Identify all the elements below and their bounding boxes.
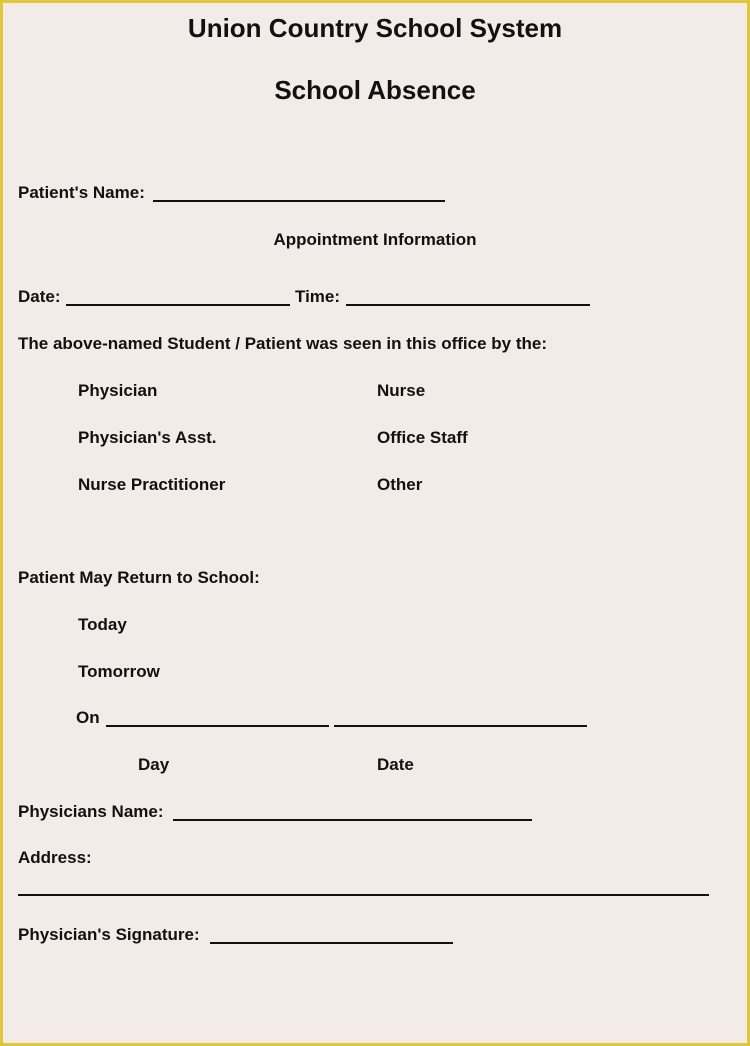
option-physicians-asst[interactable]: Physician's Asst. — [78, 428, 217, 447]
time-label: Time: — [295, 287, 341, 306]
address-field[interactable] — [18, 894, 709, 896]
patient-name-field[interactable] — [153, 200, 445, 202]
return-label: Patient May Return to School: — [18, 568, 260, 587]
return-date-field[interactable] — [334, 725, 587, 727]
seen-by-statement: The above-named Student / Patient was seen in this office by the: — [18, 334, 547, 353]
document-title: Union Country School System — [187, 13, 563, 43]
signature-label: Physician's Signature: — [18, 925, 200, 944]
document-subtitle: School Absence — [274, 75, 476, 105]
option-other[interactable]: Other — [377, 475, 423, 494]
return-day-field[interactable] — [106, 725, 329, 727]
return-option-on[interactable]: On — [76, 708, 100, 727]
option-office-staff[interactable]: Office Staff — [377, 428, 468, 447]
date-caption: Date — [377, 755, 414, 774]
address-label: Address: — [18, 848, 92, 867]
return-option-tomorrow[interactable]: Tomorrow — [78, 662, 160, 681]
option-physician[interactable]: Physician — [78, 381, 158, 400]
return-option-today[interactable]: Today — [78, 615, 127, 634]
date-label: Date: — [18, 287, 61, 306]
day-caption: Day — [138, 755, 170, 774]
physicians-name-label: Physicians Name: — [18, 802, 164, 821]
option-nurse[interactable]: Nurse — [377, 381, 426, 400]
appointment-heading: Appointment Information — [273, 230, 477, 249]
patient-name-label: Patient's Name: — [18, 183, 145, 202]
physicians-name-field[interactable] — [173, 819, 532, 821]
time-field[interactable] — [346, 304, 590, 306]
option-nurse-practitioner[interactable]: Nurse Practitioner — [78, 475, 226, 494]
date-field[interactable] — [66, 304, 290, 306]
signature-field[interactable] — [210, 942, 453, 944]
